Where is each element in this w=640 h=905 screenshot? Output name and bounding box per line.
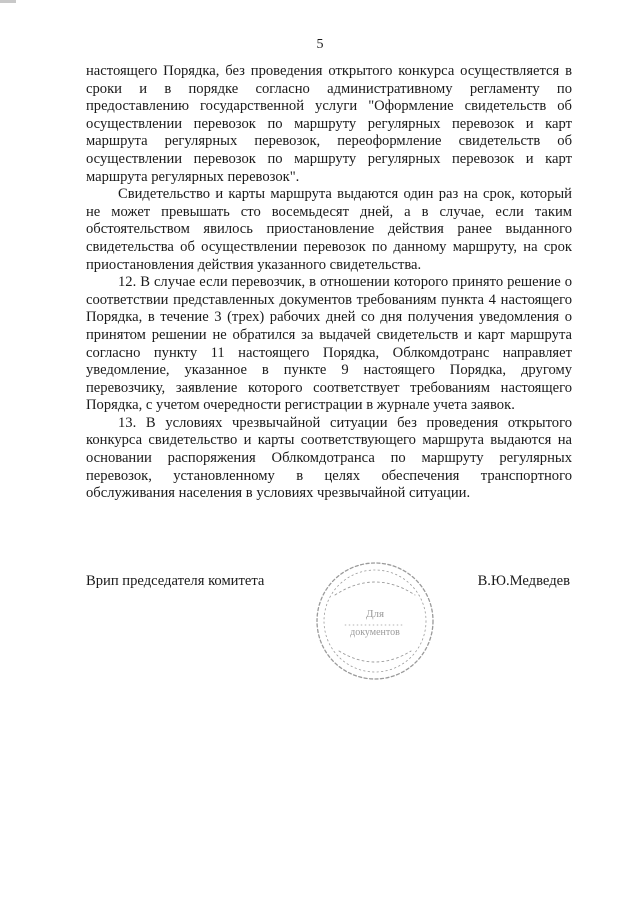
official-stamp — [305, 555, 445, 687]
paragraph-item-12: 12. В случае если перевозчик, в отношении которого принято решение о соответствии представленных документов требованиям пункта 4 настоящего Порядка, в течение 3 (трех) рабочих дней со дня получения уведомления о принятом решении не обратился за выдачей свидетельств и карт маршрута согласно пункту 11 настоящего Порядка, Облкомдотранс направляет уведомление, указанное в пункте 9 настоящего Порядка, другому перевозчику, заявление которого соответствует требованиям настоящего Порядка, с учетом очередности регистрации в журнале учета заявок. — [86, 274, 572, 414]
scan-corner-mark — [0, 0, 16, 3]
paragraph-item-13: 13. В условиях чрезвычайной ситуации без проведения открытого конкурса свидетельство и карты соответствующего маршрута выдаются на основании распоряжения Облкомдотранса по маршруту регулярных перевозок, установленному в целях обеспечения транспортного обслуживания населения в условиях чрезвычайной ситуации. — [86, 414, 572, 502]
stamp-text-line1: Для — [365, 608, 385, 620]
signatory-name: В.Ю.Медведев — [477, 573, 570, 589]
paragraph-certificate-term: Свидетельство и карты маршрута выдаются один раз на срок, который не может превышать сто восемьдесят дней, а в случае, если таким обстоятельством явилось приостановление действия ранее выданного свидетельства об осуществлении перевозок по данному маршруту, на срок приостановления действия указанного свидетельства. — [86, 186, 572, 273]
paragraph-continuation: настоящего Порядка, без проведения открытого конкурса осуществляется в сроки и в порядке согласно административному регламенту по предоставлению государственной услуги "Оформление свидетельств об осуществлении перевозок по маршруту регулярных перевозок и карт маршрута регулярных перевозок, переоформление свидетельств об осуществлении перевозок по маршруту регулярных перевозок и карт маршрута регулярных перевозок". — [86, 63, 572, 185]
page-number: 5 — [316, 37, 324, 52]
document-body — [86, 63, 572, 503]
signatory-role: Врип председателя комитета — [86, 573, 265, 589]
stamp-text-line2: документов — [350, 627, 400, 638]
